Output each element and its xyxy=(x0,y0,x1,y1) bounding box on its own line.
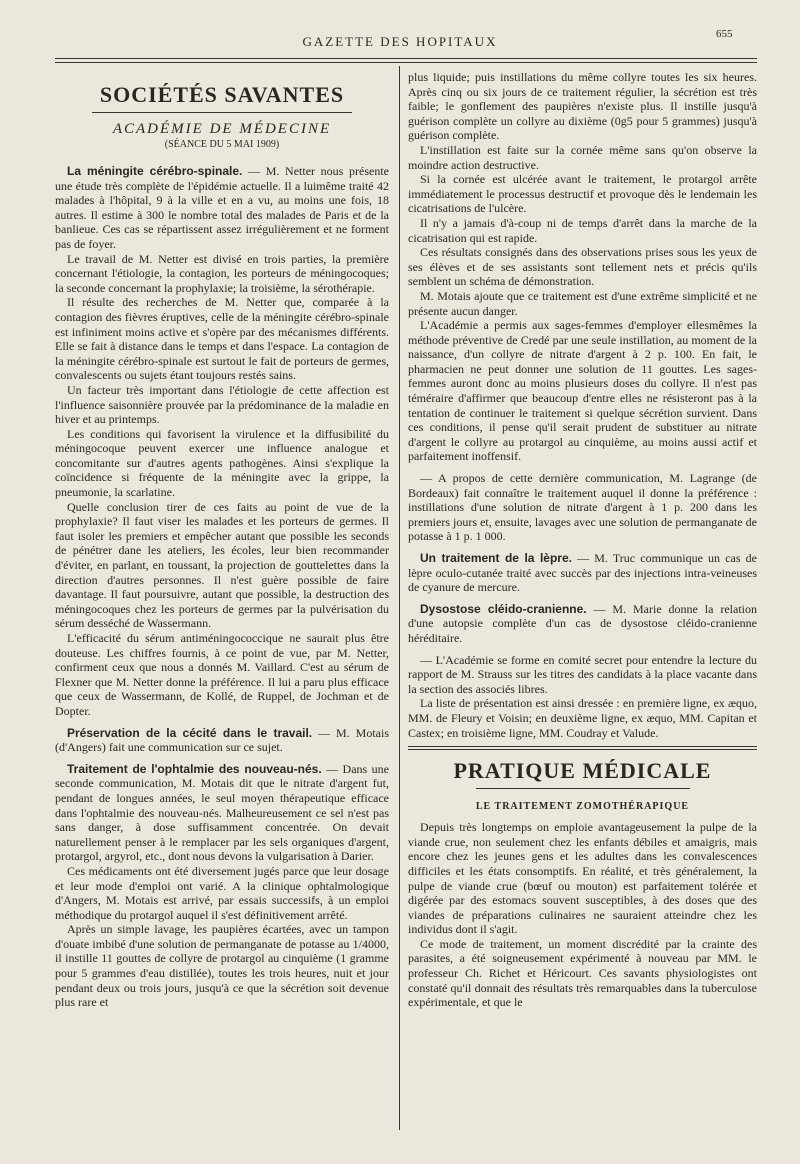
body-paragraph: L'efficacité du sérum antiméningococcique ne saurait plus être douteuse. Les chiffres fournis, à ce point de vue, par M. Netter, confirment ceux que nous a donnés M. Vaillard. C'est au sérum de Flexner que M. Netter donne la préférence. Il lui a paru plus efficace que ceux de Wassermann, de Kollé, de Ruppel, de Jochman et de Dopter. xyxy=(55,631,389,718)
body-paragraph: Ces médicaments ont été diversement jugés parce que leur dosage et leur mode d'emploi ont varié. A la clinique ophtalmologique d'Angers, M. Motais est arrivé, par essais successifs, à un emploi méthodique du protargol auquel il s'est définitivement arrêté. xyxy=(55,863,389,922)
meningite-heading: La méningite cérébro-spinale. xyxy=(67,164,243,178)
academy-heading: ACADÉMIE DE MÉDECINE xyxy=(112,121,332,137)
title-rule xyxy=(92,112,352,113)
header-rule-bottom xyxy=(55,62,757,63)
body-paragraph: L'instillation est faite sur la cornée même sans qu'on observe la moindre action destructive. xyxy=(408,142,757,172)
cecite-paragraph: Préservation de la cécité dans le travail. — M. Motais (d'Angers) fait une communication sur ce sujet. xyxy=(55,725,389,755)
body-paragraph: Ce mode de traitement, un moment discrédité par la crainte des parasites, a été soigneusement expérimenté à nouveau par MM. le professeur Ch. Richet et Héricourt. Ces savants physiologistes ont constaté qu'il donnait des résultats très remarquables dans la tuberculose expérimentale, et que le xyxy=(408,936,757,1010)
body-paragraph: Les conditions qui favorisent la virulence et la diffusibilité du méningocoque peuvent exercer une influence analogue et concomitante sur d'autres agents pathogènes. Ainsi s'explique la coïncidence si fréquente de la méningite avec la grippe, la pneumonie, la scarlatine. xyxy=(55,426,389,500)
body-paragraph: La liste de présentation est ainsi dressée : en première ligne, ex æquo, MM. de Fleury et Voisin; en deuxième ligne, ex æquo, MM. Capitan et Castex; en troisième ligne, MM. Coudray et Valude. xyxy=(408,696,757,740)
column-divider xyxy=(399,66,400,1130)
ophtalmie-paragraph: Traitement de l'ophtalmie des nouveau-nés. — Dans une seconde communication, M. Motais dit que le nitrate d'argent fut, pendant de longues années, le seul moyen thérapeutique efficace dans l'ophtalmie des nouveau-nés. Malheureusement ce sel n'est pas sans danger, à dose suffisamment concentrée. On devait naturellement penser à le remplacer par les sels organiques d'argent, protargol, argyrol, etc., dont nous devons la vulgarisation à Darier. xyxy=(55,761,389,864)
body-paragraph: M. Motais ajoute que ce traitement est d'une extrême simplicité et ne présente aucun danger. xyxy=(408,288,757,318)
practice-rule xyxy=(476,788,690,789)
page-number: 655 xyxy=(716,28,733,40)
cecite-heading: Préservation de la cécité dans le travail. xyxy=(67,725,313,740)
section-rule xyxy=(408,749,757,750)
body-paragraph: — L'Académie se forme en comité secret pour entendre la lecture du rapport de M. Strauss sur les titres des candidats à la place vacante dans la section des associés libres. xyxy=(408,652,757,696)
body-paragraph: Après un simple lavage, les paupières écartées, avec un tampon d'ouate imbibé d'une solution de permanganate de potasse au 1/4000, il instille 11 gouttes de collyre de protargol au cinquième (1 gramme pour 5 grammes d'eau distillée), toutes les trois heures, nuit et jour pendant deux ou trois jours, jusqu'à ce que la sécrétion soit devenue plus rare et xyxy=(55,922,389,1010)
body-paragraph: Si la cornée est ulcérée avant le traitement, le protargol arrête immédiatement le processus destructif et provoque dès le lendemain les cicatrisations de l'ulcère. xyxy=(408,172,757,216)
body-paragraph: Le travail de M. Netter est divisé en trois parties, la première concernant l'étiologie, la contagion, les porteurs de méningocoques; la seconde concernant la prophylaxie; la troisième, la sérothérapie. xyxy=(55,251,389,295)
section-title: SOCIÉTÉS SAVANTES xyxy=(99,82,345,107)
lepre-paragraph: Un traitement de la lèpre. — M. Truc communique un cas de lèpre oculo-cutanée traité avec succès par des injections intra-veineuses de cyanure de mercure. xyxy=(408,551,757,595)
body-paragraph: — A propos de cette dernière communication, M. Lagrange (de Bordeaux) fait connaître le traitement auquel il donne la préférence : instillations d'une solution de nitrate d'argent à 1 p. 200 dans les premiers jours et, ensuite, lavages avec une solution de permanganate de potasse à 1 p. 1 000. xyxy=(408,471,757,544)
dysostose-paragraph: Dysostose cléido-cranienne. — M. Marie donne la relation d'une autopsie complète d'un cas de dysostose cléido-cranienne héréditaire. xyxy=(408,601,757,645)
left-column xyxy=(55,70,389,1010)
body-paragraph: Il n'y a jamais d'à-coup ni de temps d'arrêt dans la marche de la cicatrisation qui est rapide. xyxy=(408,215,757,245)
meningite-paragraph: La méningite cérébro-spinale. — M. Netter nous présente une étude très complète de l'épidémie actuelle. Il a luimême traité 42 malades à l'hôpital, 9 à la ville et en a vu, au moins une fois, 18 autres. Il estime à 300 le nombre total des malades de Paris et de la banlieue. Ces cas se répartissent assez irrégulièrement et ne forment pas de foyer. xyxy=(55,164,389,251)
body-paragraph: plus liquide; puis instillations du même collyre toutes les six heures. Après cinq ou six jours de ce traitement régulier, la sécrétion est très faible; le gonflement des paupières n'existe plus. Il instille jusqu'à guérison complète un collyre au dixième (0g5 pour 5 grammes) jusqu'à guérison complète. xyxy=(408,70,757,143)
body-paragraph: Quelle conclusion tirer de ces faits au point de vue de la prophylaxie? Il faut viser les malades et les porteurs de germes. Il faut isoler les premiers et empêcher autant que possible les seconds de pénétrer dane les ateliers, les écoles, leur bien recommander d'éviter, en parlant, en toussant, la projection de gouttelettes dans la direction d'autres personnes. Il n'est guère possible de faire davantage. Il faut poursuivre, autant que possible, la destruction des méningocoques chez les porteurs de germes par la pulvérisation du sérum desséché de Wassermann. xyxy=(55,499,389,631)
ophtalmie-heading: Traitement de l'ophtalmie des nouveau-nés. xyxy=(67,761,322,776)
body-paragraph: Ces résultats consignés dans des observations prises sous les yeux de ses élèves et de ses assistants sont tellement nets et précis qu'ils semblent un schéma de démonstration. xyxy=(408,245,757,289)
session-date: (SÉANCE DU 5 MAI 1909) xyxy=(164,139,280,150)
body-paragraph: L'Académie a permis aux sages-femmes d'employer ellesmêmes la méthode préventive de Credé par une seule instillation, au moment de la naissance, d'un collyre de nitrate d'argent à 2 p. 100. En fait, le pharmacien ne peut donner une solution de 11 gouttes. Les sages-femmes auront donc au moins plusieurs doses du collyre. Il n'est pas téméraire d'affirmer que beaucoup d'entre elles ne résisteront pas à la tentation de continuer le traitement si quelque sécrétion survient. Dans ces conditions, il pense qu'il serait prudent de substituer au nitrate d'argent le collyre au protargol au cinquième, au moins aussi actif et parfaitement inoffensif. xyxy=(408,318,757,464)
practice-subtitle: LE TRAITEMENT ZOMOTHÉRAPIQUE xyxy=(475,801,690,813)
lepre-heading: Un traitement de la lèpre. xyxy=(420,551,572,565)
header-rule-top xyxy=(55,58,757,59)
body-paragraph: Un facteur très important dans l'étiologie de cette affection est l'influence saisonnière prouvée par la prédominance de la maladie en hiver et au printemps. xyxy=(55,382,389,427)
body-paragraph: Depuis très longtemps on emploie avantageusement la pulpe de la viande crue, non seulement chez les enfants débiles et amaigris, mais encore chez les jeunes gens et les adultes dans les convalescences difficiles et les états consomptifs. En réalité, et très généralement, la pulpe de viande crue (bœuf ou mouton) est parfaitement tolérée et digérée par des estomacs souvent susceptibles, à des doses que des viandes de préparations culinaires ne sauraient atteindre chez les individus dont il s'agit. xyxy=(408,820,757,937)
running-head: GAZETTE DES HOPITAUX xyxy=(302,34,498,49)
practice-title: PRATIQUE MÉDICALE xyxy=(453,758,712,784)
body-paragraph: Il résulte des recherches de M. Netter que, comparée à la contagion des fièvres éruptives, celle de la méningite cérébro-spinale est infiniment moins active et s'opère par des mécanismes différents. Elle se fait à distance dans le temps et dans l'espace. La contagion de la méningite cérébro-spinale est surtout le fait de porteurs de germes, convalescents ou sujets étant toujours restés sains. xyxy=(55,295,389,383)
dysostose-heading: Dysostose cléido-cranienne. xyxy=(420,601,587,616)
right-column xyxy=(408,70,757,1010)
section-rule xyxy=(408,746,757,747)
